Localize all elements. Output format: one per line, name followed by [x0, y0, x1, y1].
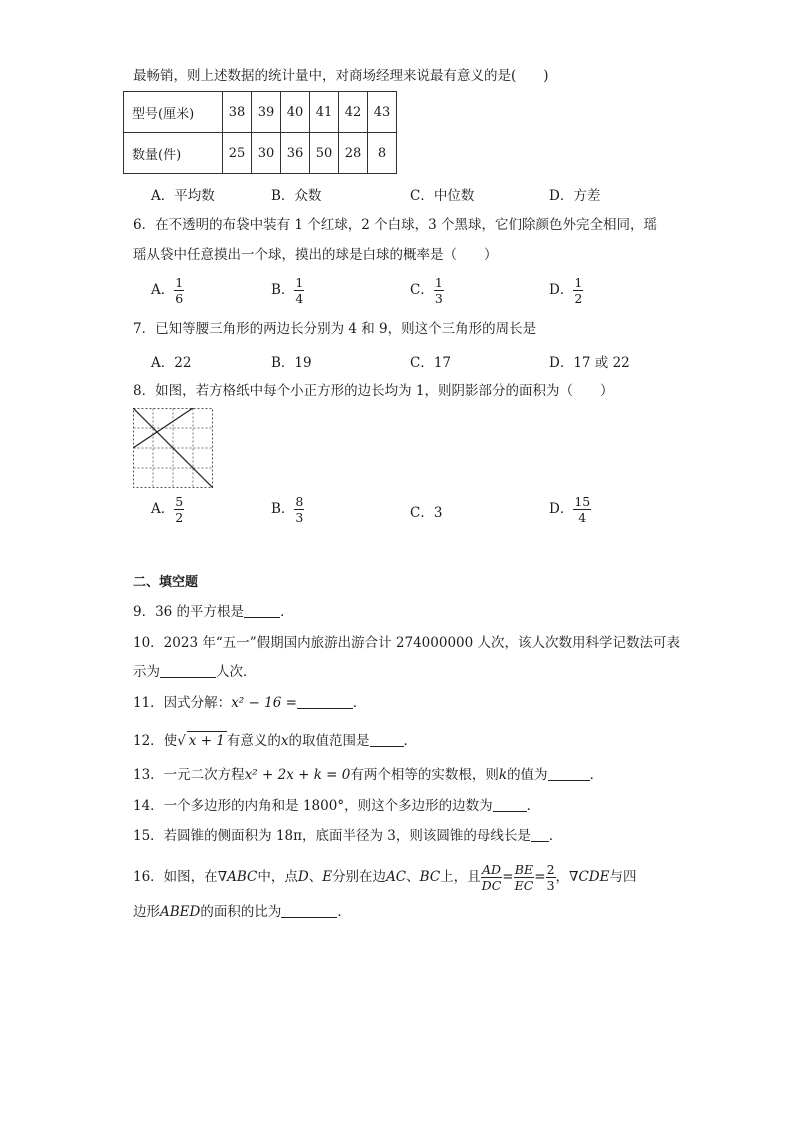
section-title: 二、填空题: [133, 575, 199, 590]
fraction: $\frac{8}{3}$: [295, 494, 304, 525]
q11: 11．因式分解：x² − 16 = ．: [133, 695, 367, 711]
table-cell: 39: [252, 92, 281, 133]
diagonal-line: [133, 408, 213, 488]
fraction-two-thirds: $\frac{2}{3}$: [546, 862, 555, 893]
q7-option-a: A．22: [151, 355, 192, 371]
fraction-be-ec: $\frac{BE}{EC}$: [514, 862, 534, 893]
q6-option-d: D． $\frac{1}{2}$: [549, 275, 583, 306]
table-cell: 8: [368, 133, 397, 174]
q10-line1: 10．2023 年“五一”假期国内旅游出游合计 274000000 人次，该人次数用科学记数法可表: [133, 635, 681, 651]
table-header-size: 型号(厘米): [124, 92, 223, 133]
q6-option-c: C． $\frac{1}{3}$: [410, 275, 443, 306]
q14: 14．一个多边形的内角和是 1800°，则这个多边形的边数为 ．: [133, 798, 541, 814]
fraction: $\frac{15}{4}$: [574, 494, 591, 525]
table-cell: 30: [252, 133, 281, 174]
q5-option-d: D．方差: [549, 188, 601, 204]
table-header-quantity: 数量(件): [124, 133, 223, 174]
q8-grid-figure: [133, 408, 213, 488]
q5-option-c: C．中位数: [410, 188, 475, 204]
answer-blank[interactable]: [297, 695, 353, 709]
answer-blank[interactable]: [493, 798, 527, 812]
table-cell: 28: [339, 133, 368, 174]
q12: 12．使√ x + 1 有意义的x的取值范围是 ．: [133, 733, 418, 749]
q15: 15．若圆锥的侧面积为 18π，底面半径为 3，则该圆锥的母线长是 ．: [133, 828, 563, 844]
fraction: $\frac{1}{6}$: [175, 275, 184, 306]
q6-stem-line1: 6．在不透明的布袋中装有 1 个红球，2 个白球，3 个黑球，它们除颜色外完全相同，瑶: [133, 217, 658, 233]
q8-stem: 8．如图，若方格纸中每个小正方形的边长均为 1，则阴影部分的面积为（ ）: [133, 383, 614, 399]
table-cell: 36: [281, 133, 310, 174]
fraction: $\frac{1}{2}$: [574, 275, 583, 306]
answer-blank[interactable]: [531, 828, 549, 842]
q6-stem-line2: 瑶从袋中任意摸出一个球，摸出的球是白球的概率是（ ）: [133, 247, 498, 263]
answer-blank[interactable]: [548, 767, 590, 781]
table-cell: 41: [310, 92, 339, 133]
q8-option-d: D． $\frac{15}{4}$: [549, 494, 591, 525]
q8-option-b: B． $\frac{8}{3}$: [271, 494, 304, 525]
fraction-ad-dc: $\frac{AD}{DC}$: [481, 862, 502, 893]
radical-sign: √: [177, 733, 186, 749]
table-cell: 38: [223, 92, 252, 133]
q5-option-a: A．平均数: [151, 188, 215, 204]
answer-blank[interactable]: [281, 904, 337, 918]
q5-stem-tail: 最畅销，则上述数据的统计量中，对商场经理来说最有意义的是( ): [133, 68, 549, 84]
q6-option-b: B． $\frac{1}{4}$: [271, 275, 304, 306]
q16-line2: 边形ABED的面积的比为 ．: [133, 904, 351, 920]
answer-blank[interactable]: [244, 604, 280, 618]
table-cell: 42: [339, 92, 368, 133]
q13: 13．一元二次方程x² + 2x + k = 0有两个相等的实数根，则k的值为 ．: [133, 767, 604, 783]
fraction: $\frac{5}{2}$: [175, 494, 184, 525]
q9: 9．36 的平方根是 ．: [133, 604, 294, 620]
answer-blank[interactable]: [160, 664, 216, 678]
table-row: [124, 92, 397, 133]
table-cell: 43: [368, 92, 397, 133]
q7-option-d: D．17 或 22: [549, 355, 630, 371]
q7-stem: 7．已知等腰三角形的两边长分别为 4 和 9，则这个三角形的周长是: [133, 321, 537, 337]
q10-line2: 示为 人次．: [133, 664, 257, 680]
q7-option-c: C．17: [410, 355, 452, 371]
size-quantity-table: [123, 91, 397, 174]
table-cell: 25: [223, 133, 252, 174]
q7-option-b: B．19: [271, 355, 312, 371]
q8-option-c: C．3: [410, 505, 443, 521]
radicand: x + 1: [188, 733, 225, 749]
q6-option-a: A． $\frac{1}{6}$: [151, 275, 184, 306]
table-cell: 40: [281, 92, 310, 133]
q8-option-a: A． $\frac{5}{2}$: [151, 494, 184, 525]
fraction: $\frac{1}{4}$: [295, 275, 304, 306]
q16-line1: 16．如图，在∇ABC中，点D、E分别在边AC、BC上，且 $\frac{AD}{DC}$ = $\frac{BE}{EC}$ = $\frac{2}{3}$ ，∇CDE与四: [133, 862, 637, 893]
table-cell: 50: [310, 133, 339, 174]
fraction: $\frac{1}{3}$: [434, 275, 443, 306]
table-row: [124, 133, 397, 174]
answer-blank[interactable]: [370, 733, 404, 747]
q5-option-b: B．众数: [271, 188, 322, 204]
